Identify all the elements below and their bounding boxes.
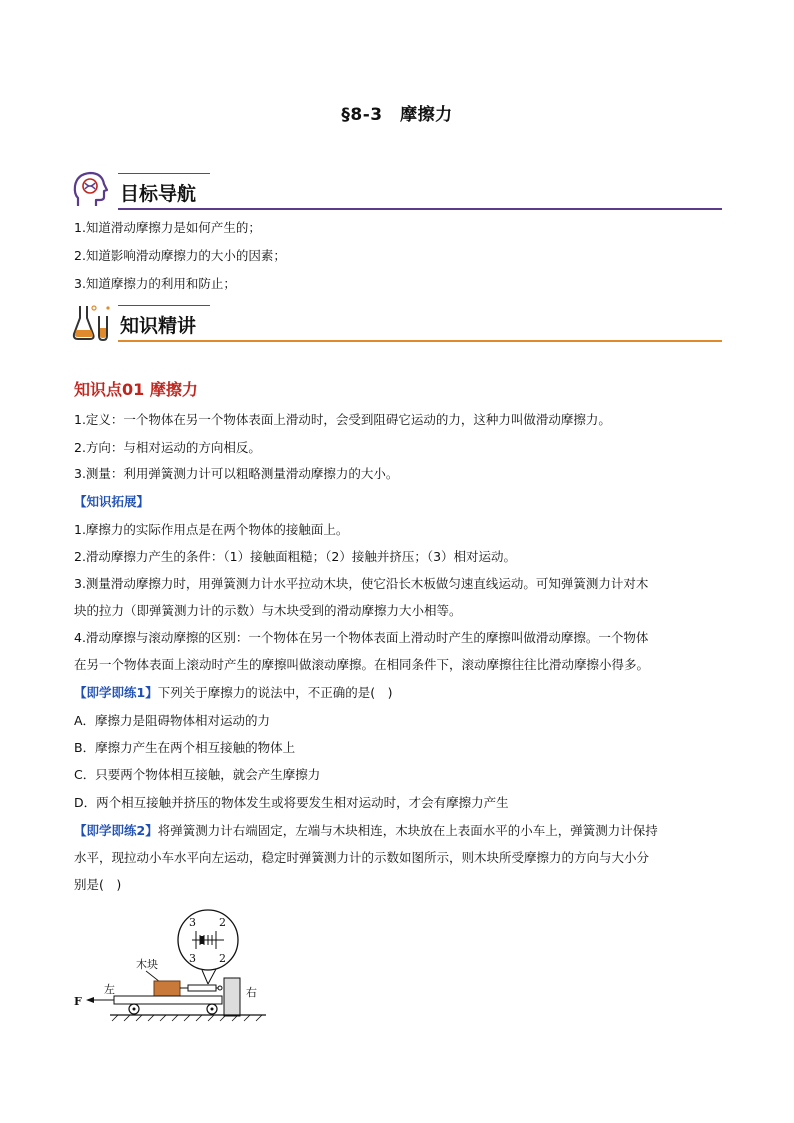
exercise-2-question-cont: 水平，现拉动小车水平向左运动，稳定时弹簧测力计的示数如图所示，则木块所受摩擦力的方向与大小分 <box>74 850 650 865</box>
block-label: 木块 <box>136 958 158 971</box>
header-accent-line <box>118 173 210 174</box>
goal-item: 1.知道滑动摩擦力是如何产生的； <box>74 220 261 235</box>
force-label: F <box>74 995 82 1008</box>
scale-number: 3 <box>189 916 196 929</box>
brain-head-icon <box>72 170 114 210</box>
scale-pointer <box>200 936 204 944</box>
section-title-knowledge: 知识精讲 <box>120 315 197 337</box>
goal-item: 2.知道影响滑动摩擦力的大小的因素； <box>74 248 286 263</box>
definition-line: 1.定义：一个物体在另一个物体表面上滑动时，会受到阻碍它运动的力，这种力叫做滑动摩擦力。 <box>74 412 611 427</box>
exercise-1-option-b: B．摩擦力产生在两个相互接触的物体上 <box>74 740 296 755</box>
section-title-goals: 目标导航 <box>120 183 197 205</box>
exercise-2-question: 将弹簧测力计右端固定，左端与木块相连，木块放在上表面水平的小车上，弹簧测力计保持 <box>157 823 658 838</box>
exercise-1-question: 下列关于摩擦力的说法中，不正确的是( ) <box>157 685 393 700</box>
exercise-2-tag: 【即学即练2】 <box>74 823 158 838</box>
fixed-post <box>224 978 240 1016</box>
scale-number: 2 <box>219 916 226 929</box>
exercise-1-option-a: A．摩擦力是阻碍物体相对运动的力 <box>74 713 271 728</box>
extension-line: 3.测量滑动摩擦力时，用弹簧测力计水平拉动木块，使它沿长木板做匀速直线运动。可知弹簧测力计对木 <box>74 576 649 591</box>
right-direction-label: 右 <box>246 986 257 999</box>
exercise-2-question-cont: 别是( ) <box>74 877 122 892</box>
lab-flask-icon <box>72 302 114 342</box>
direction-line: 2.方向：与相对运动的方向相反。 <box>74 440 261 455</box>
section-header-goals <box>72 170 722 210</box>
extension-line: 1.摩擦力的实际作用点是在两个物体的接触面上。 <box>74 522 349 537</box>
friction-apparatus-figure <box>74 908 274 1028</box>
measurement-line: 3.测量：利用弹簧测力计可以粗略测量滑动摩擦力的大小。 <box>74 466 399 481</box>
left-direction-label: 左 <box>104 983 115 996</box>
exercise-1-option-d: D．两个相互接触并挤压的物体发生或将要发生相对运动时，才会有摩擦力产生 <box>74 795 509 810</box>
page-title: §8-3 摩擦力 <box>341 105 453 125</box>
wooden-block <box>154 981 180 996</box>
goal-item: 3.知道摩擦力的利用和防止； <box>74 276 236 291</box>
exercise-2-question-line <box>74 823 658 839</box>
header-accent-line <box>118 305 210 306</box>
exercise-1-tag: 【即学即练1】 <box>74 685 158 700</box>
extension-line: 2.滑动摩擦力产生的条件：（1）接触面粗糙；（2）接触并挤压；（3）相对运动。 <box>74 549 517 564</box>
extension-line: 在另一个物体表面上滚动时产生的摩擦叫做滚动摩擦。在相同条件下，滚动摩擦往往比滑动摩擦小得多。 <box>74 657 650 672</box>
extension-tag: 【知识拓展】 <box>74 494 150 509</box>
spring-scale <box>188 985 216 991</box>
extension-line: 4.滑动摩擦与滚动摩擦的区别：一个物体在另一个物体表面上滑动时产生的摩擦叫做滑动摩擦。一个物体 <box>74 630 649 645</box>
section-header-knowledge <box>72 302 722 342</box>
extension-line: 块的拉力（即弹簧测力计的示数）与木块受到的滑动摩擦力大小相等。 <box>74 603 462 618</box>
scale-number: 3 <box>189 952 196 965</box>
cart <box>114 996 222 1004</box>
scale-number: 2 <box>219 952 226 965</box>
section-rule-goals <box>118 208 722 210</box>
exercise-1-option-c: C．只要两个物体相互接触，就会产生摩擦力 <box>74 767 321 782</box>
knowledge-point-title: 知识点01 摩擦力 <box>74 380 198 399</box>
exercise-1-question-line <box>74 685 392 701</box>
section-rule-knowledge <box>118 340 722 342</box>
